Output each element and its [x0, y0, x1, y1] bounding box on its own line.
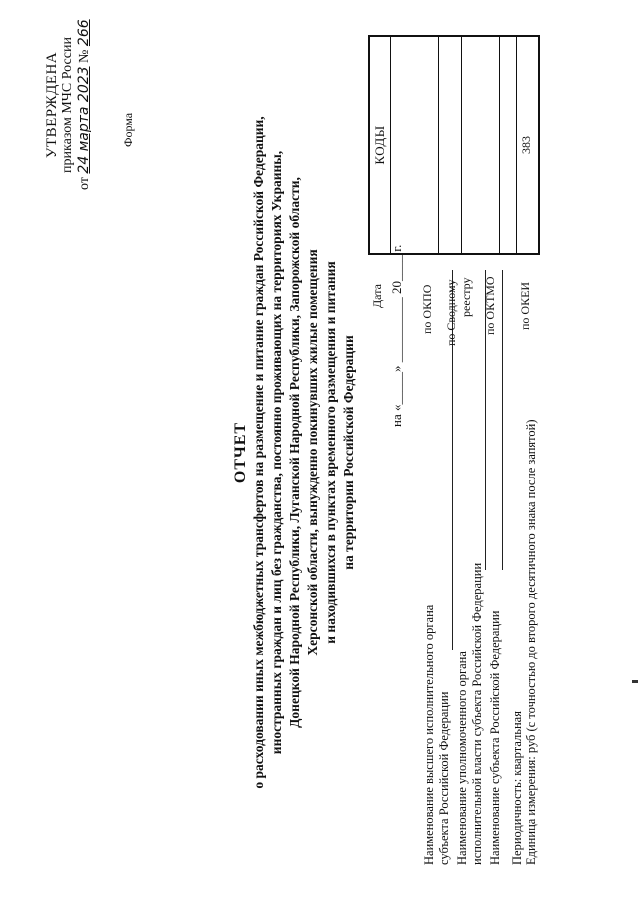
- report-title-line: Херсонской области, вынужденно покинувших жилые помещения: [305, 249, 320, 656]
- codes-cell-okpo[interactable]: [439, 37, 462, 253]
- report-title-line: иностранных граждан и лиц без гражданства, постоянно проживающих на территориях Украины,: [269, 150, 284, 755]
- codes-header: КОДЫ: [370, 37, 391, 253]
- field-label-authorized-body-2: исполнительной власти субъекта Российской Федерации: [470, 562, 484, 865]
- field-line-subject: [502, 270, 503, 570]
- field-label-higher-body-1: Наименование высшего исполнительного органа: [422, 604, 436, 865]
- code-label-okpo: по ОКПО: [420, 284, 434, 334]
- field-label-subject: Наименование субъекта Российской Федерации: [488, 610, 502, 865]
- code-label-okei: по ОКЕИ: [518, 281, 532, 330]
- report-title-line: о расходовании иных межбюджетных трансфертов на размещение и питание граждан Российской Федерации,: [251, 116, 266, 789]
- report-title-main: ОТЧЕТ: [232, 421, 249, 484]
- report-title-line: на территории Российской Федерации: [341, 335, 356, 570]
- handwritten-date: 24 марта 2023: [76, 66, 92, 174]
- form-label: Форма: [121, 112, 135, 147]
- codes-cell-okei: [517, 37, 536, 253]
- approval-order: приказом МЧС России: [60, 37, 75, 173]
- approval-heading: УТВЕРЖДЕНА: [44, 51, 60, 159]
- codes-cell-registry[interactable]: [462, 37, 500, 253]
- codes-table: [368, 35, 540, 255]
- report-title: [232, 0, 358, 905]
- handwritten-number: 266: [76, 19, 92, 47]
- codes-cell-date[interactable]: [390, 37, 439, 253]
- approval-block: [44, 20, 93, 190]
- field-label-higher-body-2: субъекта Российской Федерации: [437, 691, 451, 865]
- field-label-periodicity: Периодичность: квартальная: [510, 711, 524, 865]
- code-label-date: Дата: [370, 284, 384, 308]
- okei-value: 383: [519, 136, 533, 154]
- scan-mark: [632, 680, 638, 683]
- field-label-unit: Единица измерения: руб (с точностью до второго десятичного знака после запятой): [524, 419, 538, 865]
- code-label-oktmo: по ОКТМО: [483, 276, 497, 335]
- codes-cell-oktmo[interactable]: [500, 37, 517, 253]
- field-label-authorized-body-1: Наименование уполномоченного органа: [455, 651, 469, 865]
- report-date-line: на «_____» __________ 20____ г.: [389, 244, 404, 427]
- report-title-line: и находившихся в пунктах временного размещения и питания: [323, 261, 338, 644]
- approval-date-line: от 24 марта 2023 № 266: [76, 19, 92, 190]
- report-title-line: Донецкой Народной Республики, Луганской Народной Республики, Запорожской области,: [287, 177, 302, 728]
- code-label-registry-2: реестру: [459, 277, 473, 317]
- code-label-registry-1: по Сводному: [444, 279, 458, 346]
